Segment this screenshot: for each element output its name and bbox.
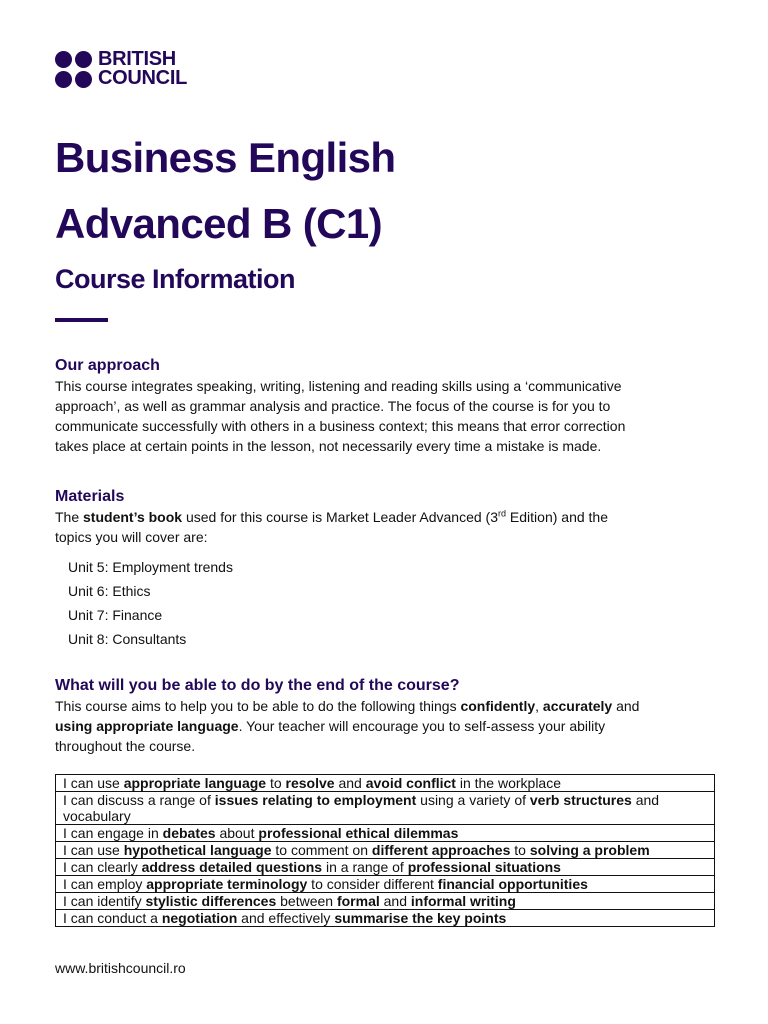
skills-table (55, 774, 715, 927)
outcomes-section (55, 676, 715, 756)
skill-cell: I can clearly address detailed questions in a range of professional situations (56, 859, 715, 876)
table-row (56, 825, 715, 842)
materials-text: The student’s book used for this course is Market Leader Advanced (3rd Edition) and the (55, 508, 608, 525)
skill-cell: I can use hypothetical language to comment on different approaches to solving a problem (56, 842, 715, 859)
materials-heading: Materials (55, 488, 125, 505)
unit-item: Unit 5: Employment trends (68, 559, 233, 575)
logo-line-2: COUNCIL (98, 67, 188, 89)
table-row (56, 893, 715, 910)
table-row (56, 775, 715, 792)
page-title-line-2: Advanced B (C1) (55, 200, 383, 247)
approach-line: communicate successfully with others in a business context; this means that error correction (55, 418, 626, 434)
outcomes-text-2: using appropriate language. Your teacher will encourage you to self-assess your ability (55, 718, 606, 734)
unit-item: Unit 7: Finance (68, 607, 163, 623)
approach-section (55, 356, 715, 456)
unit-item: Unit 8: Consultants (68, 631, 187, 647)
page-subtitle: Course Information (55, 264, 296, 294)
title-divider (55, 318, 108, 322)
outcomes-heading: What will you be able to do by the end of the course? (55, 677, 460, 694)
skill-cell: I can discuss a range of issues relating to employment using a variety of verb structures and vocabulary (56, 792, 715, 825)
materials-section (55, 487, 715, 547)
skill-cell: I can conduct a negotiation and effectively summarise the key points (56, 910, 715, 927)
approach-line: takes place at certain points in the lesson, not necessarily every time a mistake is made. (55, 438, 602, 454)
approach-line: This course integrates speaking, writing, listening and reading skills using a ‘communicative (55, 378, 622, 394)
table-row (56, 859, 715, 876)
british-council-logo (55, 50, 187, 88)
logo-line-1: BRITISH (98, 48, 176, 70)
skill-cell: I can employ appropriate terminology to consider different financial opportunities (56, 876, 715, 893)
table-row (56, 792, 715, 825)
materials-text-2: topics you will cover are: (55, 529, 208, 545)
skill-cell: I can identify stylistic differences between formal and informal writing (56, 893, 715, 910)
logo-text (98, 50, 187, 88)
page-title-line-1: Business English (55, 134, 396, 181)
skill-cell: I can engage in debates about professional ethical dilemmas (56, 825, 715, 842)
unit-item: Unit 6: Ethics (68, 583, 151, 599)
footer-url: www.britishcouncil.ro (55, 960, 186, 976)
table-row (56, 910, 715, 927)
outcomes-text-3: throughout the course. (55, 738, 196, 754)
unit-list (68, 555, 233, 651)
table-row (56, 842, 715, 859)
approach-heading: Our approach (55, 357, 160, 374)
outcomes-text: This course aims to help you to be able to do the following things confidently, accurately and (55, 698, 640, 714)
approach-line: approach’, as well as grammar analysis and practice. The focus of the course is for you to (55, 398, 611, 414)
logo-dots-icon (55, 51, 92, 88)
table-row (56, 876, 715, 893)
skill-cell: I can use appropriate language to resolve and avoid conflict in the workplace (56, 775, 715, 792)
